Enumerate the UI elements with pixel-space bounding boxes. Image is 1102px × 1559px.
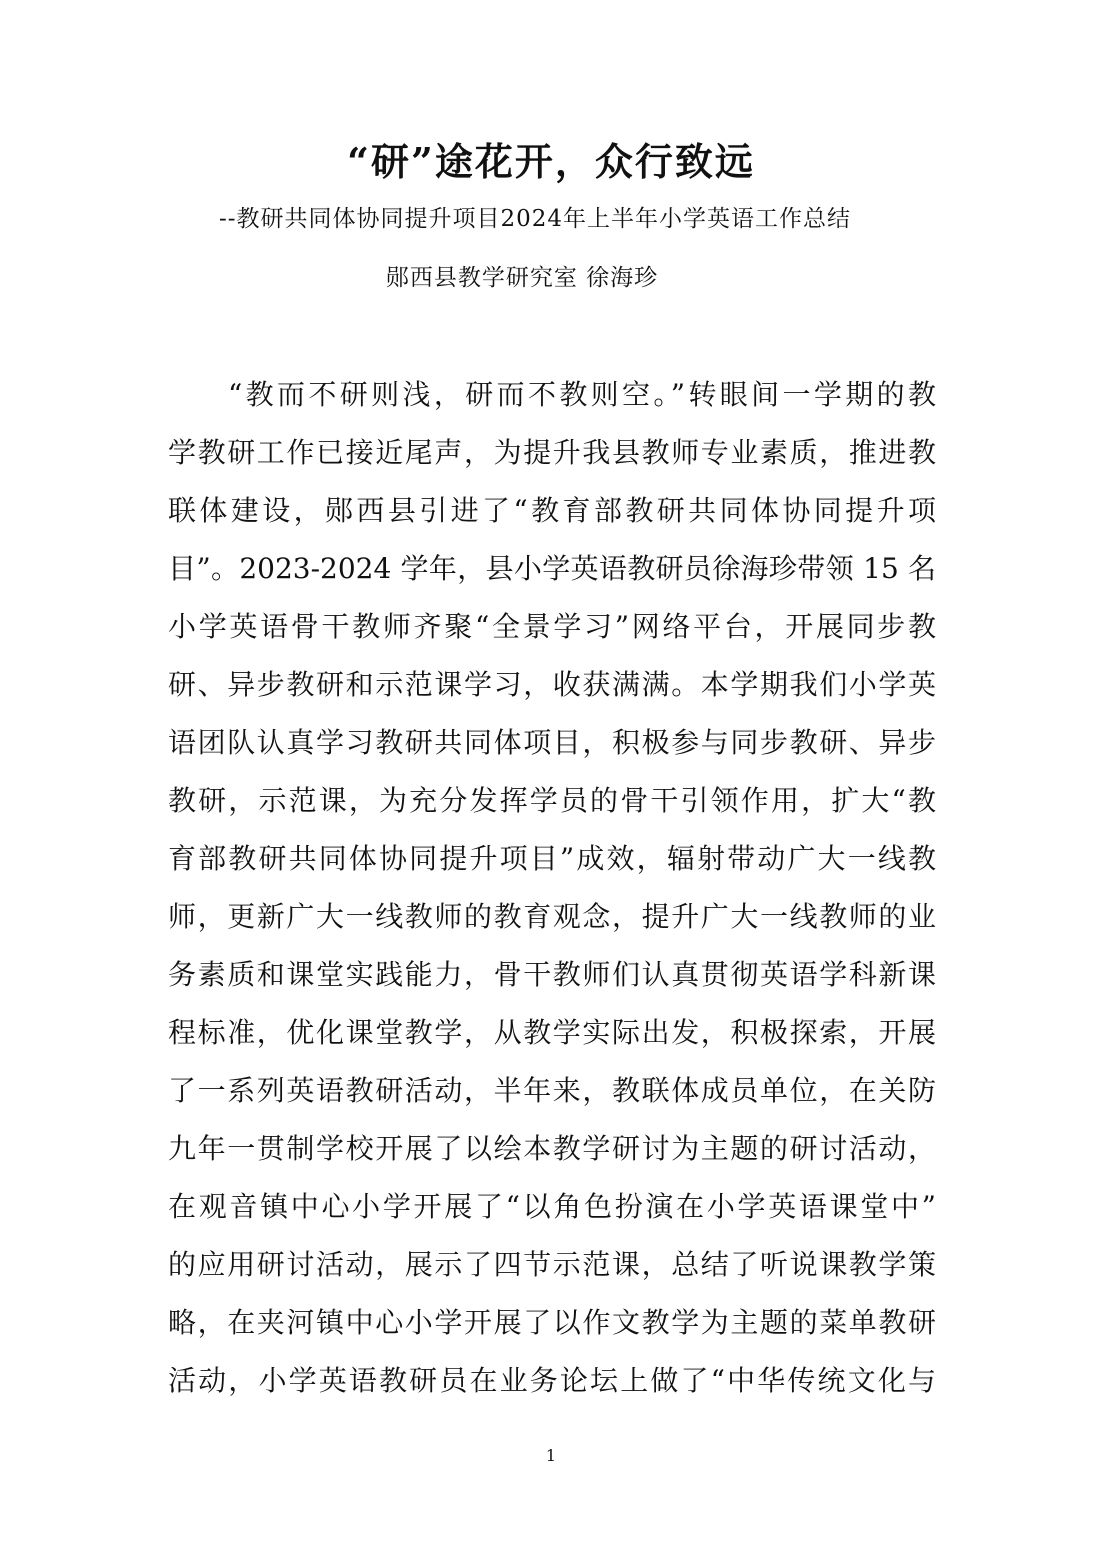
- body-line: 了一系列英语教研活动，半年来，教联体成员单位，在关防: [168, 1074, 936, 1107]
- body-paragraph: [168, 366, 936, 1410]
- body-line: 目”。2023-2024 学年，县小学英语教研员徐海珍带领 15 名: [168, 552, 936, 585]
- body-line: 程标准，优化课堂教学，从教学实际出发，积极探索，开展: [168, 1016, 936, 1049]
- body-line: 语团队认真学习教研共同体项目，积极参与同步教研、异步: [168, 726, 936, 759]
- document-title: “研”途花开，众行致远: [347, 139, 755, 184]
- body-line: 育部教研共同体协同提升项目”成效，辐射带动广大一线教: [168, 842, 936, 875]
- body-line: 师，更新广大一线教师的教育观念，提升广大一线教师的业: [168, 900, 936, 933]
- body-line: 教研，示范课，为充分发挥学员的骨干引领作用，扩大“教: [168, 784, 936, 817]
- body-line: 在观音镇中心小学开展了“以角色扮演在小学英语课堂中”: [168, 1190, 936, 1223]
- body-line: 务素质和课堂实践能力，骨干教师们认真贯彻英语学科新课: [168, 958, 936, 991]
- body-line: 活动，小学英语教研员在业务论坛上做了“中华传统文化与: [168, 1364, 936, 1397]
- body-line: 小学英语骨干教师齐聚“全景学习”网络平台，开展同步教: [168, 610, 936, 643]
- body-line: 九年一贯制学校开展了以绘本教学研讨为主题的研讨活动，: [168, 1132, 936, 1165]
- document-author: 郧西县教学研究室 徐海珍: [385, 265, 659, 291]
- body-line: 的应用研讨活动，展示了四节示范课，总结了听说课教学策: [168, 1248, 936, 1281]
- document-subtitle: --教研共同体协同提升项目2024年上半年小学英语工作总结: [218, 206, 852, 232]
- page-number: 1: [545, 1446, 557, 1465]
- body-line: 研、异步教研和示范课学习，收获满满。本学期我们小学英: [168, 668, 936, 701]
- body-line: 学教研工作已接近尾声，为提升我县教师专业素质，推进教: [168, 436, 936, 469]
- body-line: “教而不研则浅，研而不教则空。”转眼间一学期的教: [228, 378, 936, 411]
- body-line: 略，在夹河镇中心小学开展了以作文教学为主题的菜单教研: [168, 1306, 936, 1339]
- body-line: 联体建设，郧西县引进了“教育部教研共同体协同提升项: [168, 494, 936, 527]
